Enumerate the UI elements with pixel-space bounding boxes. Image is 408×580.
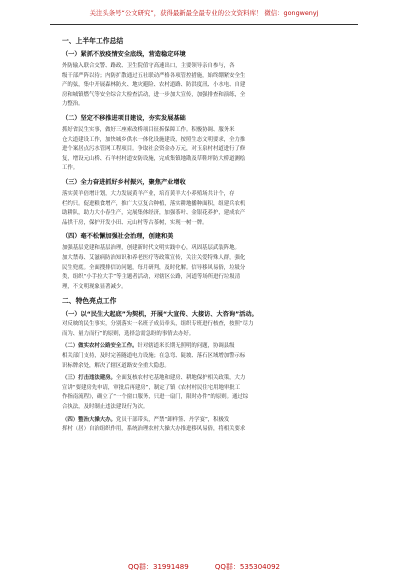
highlight-2-heading: （二）做实农村公路安全工作。 bbox=[62, 343, 138, 350]
text-line: 针对辖道米长期无照明的问题，协调县级 bbox=[137, 343, 235, 350]
text-line: 栏约只。促进粮食增产，推广大豆复合种植，落实耕地播种面积，组建兵农机 bbox=[62, 200, 246, 207]
text-line: 识标牌余处，解决了辖区道路安全重大隐患。 bbox=[62, 362, 170, 369]
highlight-3 bbox=[62, 374, 350, 412]
text-line: 民生兜底。全面搜排信访问题，每月研判，及时化解。信导移风易俗，垃圾分 bbox=[62, 264, 246, 271]
text-line: 产的弦，集中开展森林防火、地灾避险、农村道路、防洪度汛、小水电、自建 bbox=[62, 82, 246, 89]
text-line: 全面复核农村宅基地和建房、耕地保护相关政策，大力 bbox=[115, 375, 246, 382]
text-line: 助耕队，助力大小春生产，完展集体经济，加强茶叶、金银花养护，建成农产 bbox=[62, 210, 246, 217]
highlight-3-heading: （三）打击违法建房。 bbox=[62, 375, 116, 382]
text-line: 合执法，及时制止违法建设行为次。 bbox=[62, 404, 149, 411]
text-line: 党员干部带头，严禁“卸样签、丹学宴”，积极发 bbox=[115, 416, 230, 423]
text-line: 而为、量力而行”的原则，选择急需急盼的事情去办好。 bbox=[62, 330, 195, 337]
section-title-2: 二、特色亮点工作 bbox=[62, 297, 117, 306]
highlight-1 bbox=[62, 309, 350, 339]
highlight-1-heading: （一）以“民生大起底”为契机，开展“大宣传、大接访、大咨询”活动。 bbox=[62, 311, 258, 319]
text-line: 进个案居点污水管网工程项目。争取社会资金办万元，对玉泉村村道进行了修 bbox=[62, 146, 246, 153]
text-line: 类，组织“小手拉大手”等主题者活动，对辖区公路，河道等场所进行垃圾清 bbox=[62, 274, 241, 281]
qq-group-1: QQ群：31991489 bbox=[128, 563, 189, 571]
highlight-2 bbox=[62, 342, 350, 371]
text-line: 挥村（居）自治组织作用，系统治理农村大操大办推进移风易俗，将相关要求 bbox=[62, 426, 246, 433]
sub-heading-1: （一）紧抓不放疫情安全底线，营造稳定环境 bbox=[62, 51, 186, 58]
text-line: 相关部门支持，及时完善隧道电力设施；在急弯、陡坡、落石区域增加警示标 bbox=[62, 353, 246, 360]
sub-heading-2: （二）坚定不移推进项目建设，夯实发展基础 bbox=[62, 114, 186, 122]
sub-heading-3: （三）全力奋进抓好乡村振兴，聚焦产业增收 bbox=[62, 178, 186, 186]
section-title-1: 一、上半年工作总结 bbox=[62, 37, 124, 45]
text-line: 作指南流程》，确立了“一个窗口服务，只进一扇门，限时办件”的原则。通过综 bbox=[62, 394, 249, 401]
footer-banner bbox=[0, 560, 408, 574]
highlight-4-heading: （四）整治大操大办。 bbox=[62, 416, 116, 423]
text-line: 品拱干房，保护开发小田、元山村等古茶树，实现一树一牌。 bbox=[62, 219, 208, 226]
text-line: 理，不文明现象显著减少。 bbox=[62, 283, 127, 290]
paragraph-2 bbox=[62, 126, 350, 174]
top-banner: 关注头条号“公文研究”，获得最新最全最专业的公文资料库！ 微信：gongwenyj bbox=[89, 9, 319, 17]
text-line: 抓好省民生实事，做好三座索改桥项目征拆保障工作。积极协调、服务米 bbox=[62, 126, 235, 133]
text-line: 力整治。 bbox=[62, 101, 84, 108]
text-line: 外防输入联合交警、路政、卫生院值守高速出口，主要领导亲自参与，各 bbox=[62, 63, 235, 69]
text-line: 加强基层党建和基层治理，创建新时代文明实践中心，巩固基层武装阵地。 bbox=[62, 245, 240, 252]
text-line: 对反映的民生事实，分别落实一名班子成员牵头，组织专班进行核查，按照“尽力 bbox=[62, 321, 254, 328]
text-line: 级干部严阵以待；内防扩散通过五社联动严格各项管控措施，始终绷紧安全生 bbox=[62, 72, 246, 79]
sub-heading-4: （四）毫不松懈加强社会治理，创建和美 bbox=[62, 233, 174, 241]
text-line: 仓大道建设工作，加快城乡供水一体化设施建设，按照生态文明要求，全力推 bbox=[62, 136, 246, 143]
text-line: 房和城镇燃气等安全综合大检查活动，进一步加大宣传，加强排查和演练，全 bbox=[62, 91, 246, 98]
paragraph-1 bbox=[62, 62, 350, 110]
document-body bbox=[62, 33, 350, 438]
text-line: 工作。 bbox=[62, 165, 79, 172]
paragraph-3 bbox=[62, 190, 350, 228]
paragraph-4 bbox=[62, 244, 350, 292]
text-line: 宣讲“要建房先申请，审批后再建房”，制定了镇《农村村民住宅用地审批工 bbox=[62, 384, 241, 391]
text-line: 落实黄羊倍增计划，大力发展黄羊产业，培育黄羊大小养殖场共计个，存 bbox=[62, 190, 235, 197]
qq-group-2: QQ群：535304092 bbox=[214, 563, 280, 571]
text-line: 加大禁毒、艾滋病防治知识和养老医疗等政策宣传，关注关爱特殊人群，强化 bbox=[62, 254, 246, 261]
header-divider bbox=[50, 24, 358, 25]
text-line: 复，增设元山桥、石羊村村道安防设施，完成集镇地勘及草鞋坪防大桥道测绘 bbox=[62, 155, 246, 162]
highlight-4 bbox=[62, 416, 350, 435]
